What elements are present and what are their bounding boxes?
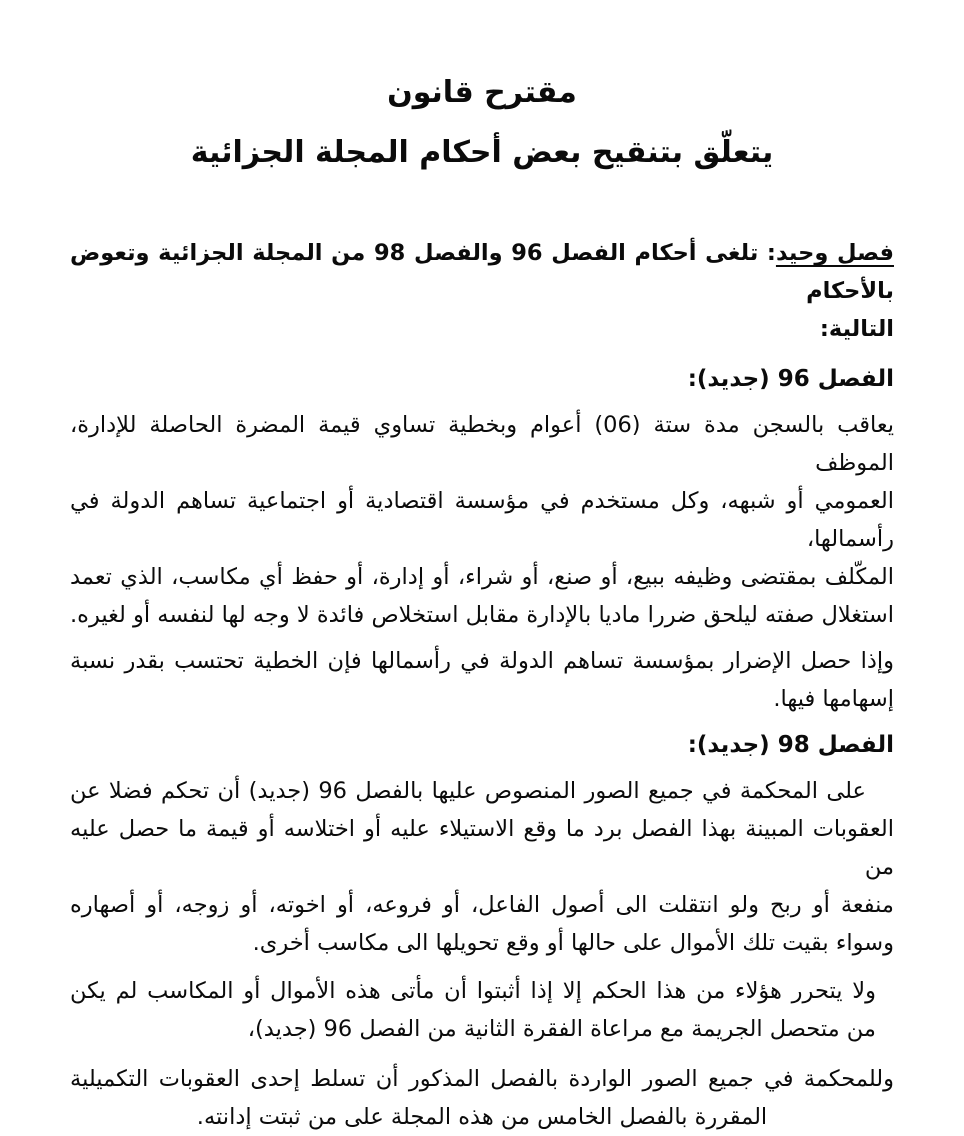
text-line: العمومي أو شبهه، وكل مستخدم في مؤسسة اقتصادية أو اجتماعية تساهم الدولة في رأسمالها، (70, 488, 894, 552)
single-article-lead: فصل وحيد (775, 240, 894, 266)
text-line: من متحصل الجريمة مع مراعاة الفقرة الثانية من الفصل 96 (جديد)، (247, 1016, 876, 1042)
article-96-paragraph-2 (70, 642, 894, 718)
article-96-paragraph-1 (70, 406, 894, 634)
title-block (70, 0, 894, 176)
text-line: ولا يتحرر هؤلاء من هذا الحكم إلا إذا أثبتوا أن مأتى هذه الأموال أو المكاسب لم يكن (70, 978, 876, 1004)
text-line (70, 234, 894, 310)
single-article-text: : تلغى أحكام الفصل 96 والفصل 98 من المجلة الجزائية وتعوض بالأحكام (70, 240, 894, 304)
article-98-paragraph-1 (70, 772, 894, 962)
text-line: وإذا حصل الإضرار بمؤسسة تساهم الدولة في رأسمالها فإن الخطية تحتسب بقدر نسبة (70, 648, 894, 674)
document-subtitle: يتعلّق بتنقيح بعض أحكام المجلة الجزائية (190, 135, 774, 170)
text-line: التالية: (819, 316, 894, 342)
text-line: استغلال صفته ليلحق ضررا ماديا بالإدارة مقابل استخلاص فائدة لا وجه لها لنفسه أو لغيره. (70, 602, 894, 628)
single-article-paragraph (70, 234, 894, 348)
document-title: مقترح قانون (387, 75, 577, 110)
article-98-heading: الفصل 98 (جديد): (687, 732, 894, 758)
text-line: منفعة أو ربح ولو انتقلت الى أصول الفاعل، أو فروعه، أو اخوته، أو زوجه، أو أصهاره (70, 892, 894, 918)
article-96-heading: الفصل 96 (جديد): (687, 366, 894, 392)
text-line: وسواء بقيت تلك الأموال على حالها أو وقع تحويلها الى مكاسب أخرى. (252, 930, 894, 956)
text-line: العقوبات المبينة بهذا الفصل برد ما وقع الاستيلاء عليه أو اختلاسه أو قيمة ما حصل عليه من (70, 816, 894, 880)
text-line: إسهامها فيها. (773, 686, 894, 712)
text-line: وللمحكمة في جميع الصور الواردة بالفصل المذكور أن تسلط إحدى العقوبات التكميلية (70, 1066, 894, 1092)
text-line: على المحكمة في جميع الصور المنصوص عليها بالفصل 96 (جديد) أن تحكم فضلا عن (70, 778, 866, 804)
text-line: يعاقب بالسجن مدة ستة (06) أعوام وبخطية تساوي قيمة المضرة الحاصلة للإدارة، الموظف (70, 412, 894, 476)
text-line: المكّلف بمقتضى وظيفه ببيع، أو صنع، أو شراء، أو إدارة، أو حفظ أي مكاسب، الذي تعمد (70, 564, 894, 590)
text-line: المقررة بالفصل الخامس من هذه المجلة على من ثبتت إدانته. (196, 1104, 768, 1130)
article-98-paragraph-3 (70, 1060, 894, 1136)
article-98-paragraph-2 (70, 972, 894, 1048)
